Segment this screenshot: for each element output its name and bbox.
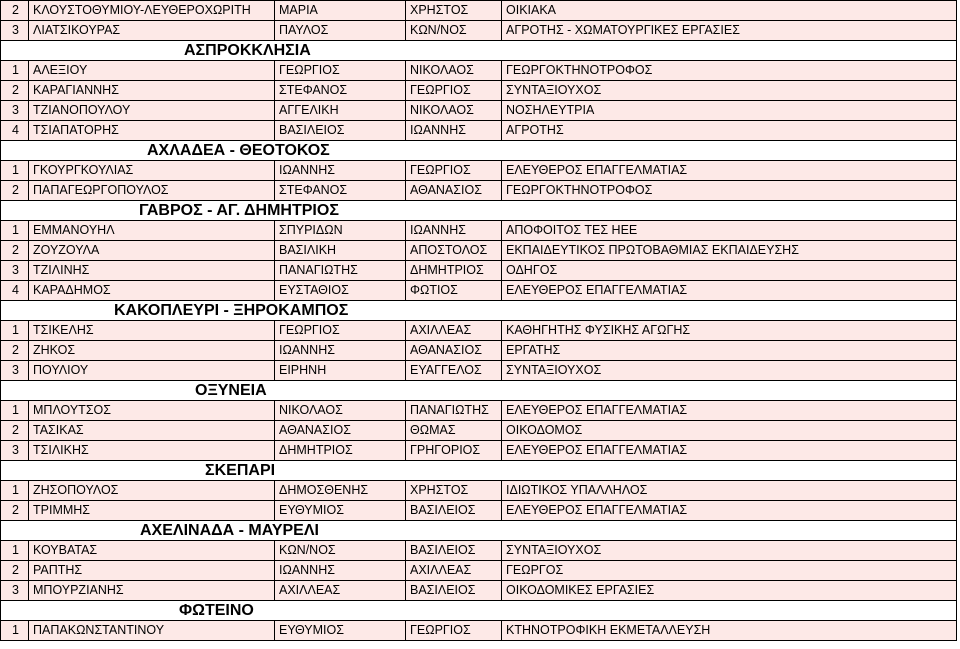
father-name-cell: ΕΥΑΓΓΕΛΟΣ xyxy=(406,361,502,380)
father-name-cell: ΒΑΣΙΛΕΙΟΣ xyxy=(406,581,502,600)
table-row xyxy=(0,541,957,561)
section-header xyxy=(0,301,957,321)
surname-cell: ΠΑΠΑΚΩΝΣΤΑΝΤΙΝΟΥ xyxy=(29,621,275,640)
occupation-cell: ΓΕΩΡΓΟΚΤΗΝΟΤΡΟΦΟΣ xyxy=(502,181,957,200)
row-number: 3 xyxy=(1,581,29,600)
section-header xyxy=(0,521,957,541)
section-header xyxy=(0,141,957,161)
occupation-cell: ΙΔΙΩΤΙΚΟΣ ΥΠΑΛΛΗΛΟΣ xyxy=(502,481,957,500)
surname-cell: ΖΗΚΟΣ xyxy=(29,341,275,360)
father-name-cell: ΚΩΝ/ΝΟΣ xyxy=(406,21,502,40)
occupation-cell: ΑΓΡΟΤΗΣ xyxy=(502,121,957,140)
first-name-cell: ΕΥΣΤΑΘΙΟΣ xyxy=(275,281,406,300)
table-row xyxy=(0,581,957,601)
section-title: ΓΑΒΡΟΣ - ΑΓ. ΔΗΜΗΤΡΙΟΣ xyxy=(139,202,339,219)
table-row xyxy=(0,441,957,461)
father-name-cell: ΓΕΩΡΓΙΟΣ xyxy=(406,161,502,180)
occupation-cell: ΕΛΕΥΘΕΡΟΣ ΕΠΑΓΓΕΛΜΑΤΙΑΣ xyxy=(502,501,957,520)
table-row xyxy=(0,561,957,581)
first-name-cell: ΙΩΑΝΝΗΣ xyxy=(275,561,406,580)
first-name-cell: ΣΤΕΦΑΝΟΣ xyxy=(275,181,406,200)
occupation-cell: ΕΛΕΥΘΕΡΟΣ ΕΠΑΓΓΕΛΜΑΤΙΑΣ xyxy=(502,161,957,180)
table-row xyxy=(0,1,957,21)
first-name-cell: ΔΗΜΗΤΡΙΟΣ xyxy=(275,441,406,460)
occupation-cell: ΕΛΕΥΘΕΡΟΣ ΕΠΑΓΓΕΛΜΑΤΙΑΣ xyxy=(502,401,957,420)
father-name-cell: ΒΑΣΙΛΕΙΟΣ xyxy=(406,541,502,560)
occupation-cell: ΟΙΚΟΔΟΜΟΣ xyxy=(502,421,957,440)
surname-cell: ΤΖΙΑΝΟΠΟΥΛΟΥ xyxy=(29,101,275,120)
surname-cell: ΕΜΜΑΝΟΥΗΛ xyxy=(29,221,275,240)
surname-cell: ΜΠΟΥΡΖΙΑΝΗΣ xyxy=(29,581,275,600)
father-name-cell: ΝΙΚΟΛΑΟΣ xyxy=(406,61,502,80)
surname-cell: ΚΛΟΥΣΤΟΘΥΜΙΟΥ-ΛΕΥΘΕΡΟΧΩΡΙΤΗ xyxy=(29,1,275,20)
table-row xyxy=(0,281,957,301)
father-name-cell: ΑΘΑΝΑΣΙΟΣ xyxy=(406,341,502,360)
occupation-cell: ΝΟΣΗΛΕΥΤΡΙΑ xyxy=(502,101,957,120)
occupation-cell: ΕΚΠΑΙΔΕΥΤΙΚΟΣ ΠΡΩΤΟΒΑΘΜΙΑΣ ΕΚΠΑΙΔΕΥΣΗΣ xyxy=(502,241,957,260)
row-number: 1 xyxy=(1,61,29,80)
first-name-cell: ΕΥΘΥΜΙΟΣ xyxy=(275,621,406,640)
occupation-cell: ΟΔΗΓΟΣ xyxy=(502,261,957,280)
first-name-cell: ΑΧΙΛΛΕΑΣ xyxy=(275,581,406,600)
row-number: 2 xyxy=(1,81,29,100)
row-number: 2 xyxy=(1,181,29,200)
section-title: ΣΚΕΠΑΡΙ xyxy=(205,462,276,479)
father-name-cell: ΧΡΗΣΤΟΣ xyxy=(406,481,502,500)
table-row xyxy=(0,361,957,381)
surname-cell: ΚΟΥΒΑΤΑΣ xyxy=(29,541,275,560)
row-number: 4 xyxy=(1,281,29,300)
row-number: 2 xyxy=(1,241,29,260)
section-title: ΦΩΤΕΙΝΟ xyxy=(179,602,254,619)
first-name-cell: ΑΓΓΕΛΙΚΗ xyxy=(275,101,406,120)
first-name-cell: ΔΗΜΟΣΘΕΝΗΣ xyxy=(275,481,406,500)
row-number: 1 xyxy=(1,221,29,240)
first-name-cell: ΣΤΕΦΑΝΟΣ xyxy=(275,81,406,100)
row-number: 3 xyxy=(1,361,29,380)
row-number: 3 xyxy=(1,441,29,460)
first-name-cell: ΓΕΩΡΓΙΟΣ xyxy=(275,61,406,80)
row-number: 1 xyxy=(1,541,29,560)
first-name-cell: ΠΑΝΑΓΙΩΤΗΣ xyxy=(275,261,406,280)
surname-cell: ΤΣΙΚΕΛΗΣ xyxy=(29,321,275,340)
section-title: ΑΧΕΛΙΝΑΔΑ - ΜΑΥΡΕΛΙ xyxy=(140,522,319,539)
table-row xyxy=(0,321,957,341)
table-row xyxy=(0,81,957,101)
first-name-cell: ΜΑΡΙΑ xyxy=(275,1,406,20)
table-row xyxy=(0,261,957,281)
surname-cell: ΚΑΡΑΓΙΑΝΝΗΣ xyxy=(29,81,275,100)
row-number: 4 xyxy=(1,121,29,140)
occupation-cell: ΚΑΘΗΓΗΤΗΣ ΦΥΣΙΚΗΣ ΑΓΩΓΗΣ xyxy=(502,321,957,340)
section-header xyxy=(0,601,957,621)
table-row xyxy=(0,401,957,421)
first-name-cell: ΠΑΥΛΟΣ xyxy=(275,21,406,40)
surname-cell: ΤΑΣΙΚΑΣ xyxy=(29,421,275,440)
section-title: ΑΣΠΡΟΚΚΛΗΣΙΑ xyxy=(184,42,311,59)
first-name-cell: ΙΩΑΝΝΗΣ xyxy=(275,341,406,360)
father-name-cell: ΓΡΗΓΟΡΙΟΣ xyxy=(406,441,502,460)
surname-cell: ΓΚΟΥΡΓΚΟΥΛΙΑΣ xyxy=(29,161,275,180)
table-row xyxy=(0,621,957,641)
surname-cell: ΠΟΥΛΙΟΥ xyxy=(29,361,275,380)
first-name-cell: ΓΕΩΡΓΙΟΣ xyxy=(275,321,406,340)
table-row xyxy=(0,241,957,261)
father-name-cell: ΑΧΙΛΛΕΑΣ xyxy=(406,561,502,580)
row-number: 1 xyxy=(1,321,29,340)
table-row xyxy=(0,421,957,441)
row-number: 3 xyxy=(1,101,29,120)
surname-cell: ΖΗΣΟΠΟΥΛΟΣ xyxy=(29,481,275,500)
table-row xyxy=(0,501,957,521)
occupation-cell: ΟΙΚΙΑΚΑ xyxy=(502,1,957,20)
row-number: 1 xyxy=(1,161,29,180)
row-number: 1 xyxy=(1,621,29,640)
first-name-cell: ΑΘΑΝΑΣΙΟΣ xyxy=(275,421,406,440)
row-number: 2 xyxy=(1,501,29,520)
table-row xyxy=(0,61,957,81)
surname-cell: ΤΡΙΜΜΗΣ xyxy=(29,501,275,520)
table-row xyxy=(0,341,957,361)
occupation-cell: ΣΥΝΤΑΞΙΟΥΧΟΣ xyxy=(502,541,957,560)
row-number: 2 xyxy=(1,421,29,440)
surname-cell: ΡΑΠΤΗΣ xyxy=(29,561,275,580)
row-number: 3 xyxy=(1,21,29,40)
first-name-cell: ΕΙΡΗΝΗ xyxy=(275,361,406,380)
occupation-cell: ΑΓΡΟΤΗΣ - ΧΩΜΑΤΟΥΡΓΙΚΕΣ ΕΡΓΑΣΙΕΣ xyxy=(502,21,957,40)
surname-cell: ΚΑΡΑΔΗΜΟΣ xyxy=(29,281,275,300)
section-header xyxy=(0,461,957,481)
row-number: 3 xyxy=(1,261,29,280)
first-name-cell: ΒΑΣΙΛΙΚΗ xyxy=(275,241,406,260)
occupation-cell: ΚΤΗΝΟΤΡΟΦΙΚΗ ΕΚΜΕΤΑΛΛΕΥΣΗ xyxy=(502,621,957,640)
occupation-cell: ΑΠΟΦΟΙΤΟΣ ΤΕΣ ΗΕΕ xyxy=(502,221,957,240)
table-row xyxy=(0,221,957,241)
surname-cell: ΤΣΙΛΙΚΗΣ xyxy=(29,441,275,460)
occupation-cell: ΓΕΩΡΓΟΚΤΗΝΟΤΡΟΦΟΣ xyxy=(502,61,957,80)
father-name-cell: ΓΕΩΡΓΙΟΣ xyxy=(406,621,502,640)
first-name-cell: ΝΙΚΟΛΑΟΣ xyxy=(275,401,406,420)
father-name-cell: ΦΩΤΙΟΣ xyxy=(406,281,502,300)
father-name-cell: ΠΑΝΑΓΙΩΤΗΣ xyxy=(406,401,502,420)
father-name-cell: ΙΩΑΝΝΗΣ xyxy=(406,221,502,240)
father-name-cell: ΑΧΙΛΛΕΑΣ xyxy=(406,321,502,340)
father-name-cell: ΝΙΚΟΛΑΟΣ xyxy=(406,101,502,120)
table-row xyxy=(0,121,957,141)
father-name-cell: ΓΕΩΡΓΙΟΣ xyxy=(406,81,502,100)
father-name-cell: ΔΗΜΗΤΡΙΟΣ xyxy=(406,261,502,280)
surname-cell: ΤΣΙΑΠΑΤΟΡΗΣ xyxy=(29,121,275,140)
row-number: 1 xyxy=(1,401,29,420)
father-name-cell: ΧΡΗΣΤΟΣ xyxy=(406,1,502,20)
surname-cell: ΠΑΠΑΓΕΩΡΓΟΠΟΥΛΟΣ xyxy=(29,181,275,200)
section-header xyxy=(0,201,957,221)
section-title: ΚΑΚΟΠΛΕΥΡΙ - ΞΗΡΟΚΑΜΠΟΣ xyxy=(114,302,349,319)
surname-cell: ΤΖΙΛΙΝΗΣ xyxy=(29,261,275,280)
section-header xyxy=(0,381,957,401)
occupation-cell: ΕΡΓΑΤΗΣ xyxy=(502,341,957,360)
row-number: 2 xyxy=(1,561,29,580)
table-row xyxy=(0,161,957,181)
row-number: 2 xyxy=(1,341,29,360)
surname-cell: ΛΙΑΤΣΙΚΟΥΡΑΣ xyxy=(29,21,275,40)
first-name-cell: ΣΠΥΡΙΔΩΝ xyxy=(275,221,406,240)
first-name-cell: ΒΑΣΙΛΕΙΟΣ xyxy=(275,121,406,140)
surname-cell: ΖΟΥΖΟΥΛΑ xyxy=(29,241,275,260)
table-row xyxy=(0,21,957,41)
section-title: ΑΧΛΑΔΕΑ - ΘΕΟΤΟΚΟΣ xyxy=(147,142,330,159)
occupation-cell: ΓΕΩΡΓΟΣ xyxy=(502,561,957,580)
father-name-cell: ΙΩΑΝΝΗΣ xyxy=(406,121,502,140)
father-name-cell: ΒΑΣΙΛΕΙΟΣ xyxy=(406,501,502,520)
table-row xyxy=(0,101,957,121)
surname-cell: ΜΠΛΟΥΤΣΟΣ xyxy=(29,401,275,420)
row-number: 2 xyxy=(1,1,29,20)
occupation-cell: ΕΛΕΥΘΕΡΟΣ ΕΠΑΓΓΕΛΜΑΤΙΑΣ xyxy=(502,281,957,300)
row-number: 1 xyxy=(1,481,29,500)
father-name-cell: ΑΠΟΣΤΟΛΟΣ xyxy=(406,241,502,260)
first-name-cell: ΚΩΝ/ΝΟΣ xyxy=(275,541,406,560)
occupation-cell: ΟΙΚΟΔΟΜΙΚΕΣ ΕΡΓΑΣΙΕΣ xyxy=(502,581,957,600)
section-header xyxy=(0,41,957,61)
occupation-cell: ΣΥΝΤΑΞΙΟΥΧΟΣ xyxy=(502,361,957,380)
table-row xyxy=(0,481,957,501)
table-row xyxy=(0,181,957,201)
father-name-cell: ΑΘΑΝΑΣΙΟΣ xyxy=(406,181,502,200)
occupation-cell: ΣΥΝΤΑΞΙΟΥΧΟΣ xyxy=(502,81,957,100)
surname-cell: ΑΛΕΞΙΟΥ xyxy=(29,61,275,80)
first-name-cell: ΕΥΘΥΜΙΟΣ xyxy=(275,501,406,520)
occupation-cell: ΕΛΕΥΘΕΡΟΣ ΕΠΑΓΓΕΛΜΑΤΙΑΣ xyxy=(502,441,957,460)
father-name-cell: ΘΩΜΑΣ xyxy=(406,421,502,440)
section-title: ΟΞΥΝΕΙΑ xyxy=(195,382,267,399)
first-name-cell: ΙΩΑΝΝΗΣ xyxy=(275,161,406,180)
